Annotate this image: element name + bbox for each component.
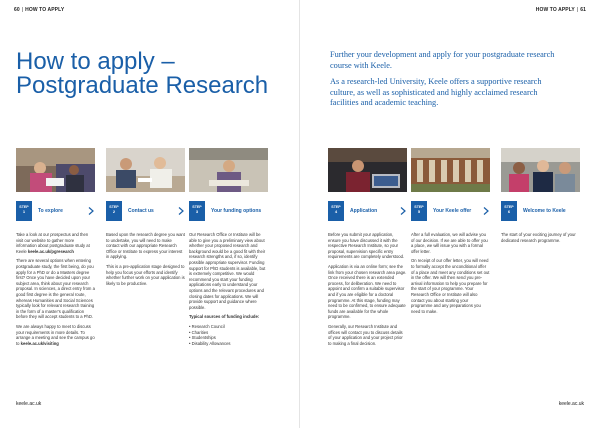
- step-6-badge: STEP 6: [501, 201, 517, 221]
- intro-paragraph-2: As a research-led University, Keele offers a supportive research culture, as well as sophisticated and highly acclaimed research facilities and academic teaching.: [330, 77, 542, 108]
- step-5-badge: STEP 5: [411, 201, 427, 221]
- step-1-label: To explore: [38, 208, 63, 214]
- step-6-text: [501, 232, 580, 247]
- step-5-label: Your Keele offer: [433, 208, 472, 214]
- step-5[interactable]: [411, 198, 490, 224]
- left-section-title: HOW TO APPLY: [25, 7, 65, 13]
- chevron-right-icon: [87, 206, 95, 216]
- step-2-paragraph-1: Based upon the research degree you want to undertake, you will need to make contact with our appropriate Research Office or Institute to express your interest in applying.: [106, 232, 185, 260]
- library-study-photo: [189, 148, 268, 192]
- step-1-text: [16, 232, 95, 350]
- step-1-paragraph-3: We are always happy to meet to discuss your requirements in more details. To arrange a meeting and see the campus go to: [16, 323, 95, 346]
- students-reading-photo: [16, 148, 95, 192]
- chevron-right-icon: [482, 206, 490, 216]
- step-4-label: Application: [350, 208, 378, 214]
- step-3-paragraph-1: Our Research Office or Institute will be able to give you a preliminary view about whether your proposed research and background would be a good fit with their research strengths and, if so, identify possible appropriate supervisor. Funding support for PhD students is available, but is extremely competitive. We would recommend you start your funding applications early to understand your options and the relevant procedures and closing dates for applications. We will provide support and guidance where possible.: [189, 232, 266, 310]
- step-1-badge: STEP 1: [16, 201, 32, 221]
- step-6[interactable]: [501, 198, 580, 224]
- step-5-text: [411, 232, 490, 318]
- list-item: • Research Council: [189, 324, 268, 330]
- step-2-badge: STEP 2: [106, 201, 122, 221]
- intro-text: [330, 50, 560, 115]
- step-5-paragraph-1: After a full evaluation, we will advise you of our decision. If we are able to offer you a place, we will issue you with a formal offer letter.: [411, 232, 488, 254]
- intro-paragraph-1: Further your development and apply for your postgraduate research course with Keele.: [330, 50, 555, 70]
- step-6-label: Welcome to Keele: [523, 208, 566, 214]
- step-2-text: [106, 232, 185, 290]
- step-4-paragraph-2: Application is via an online form; see the link from your chosen research area page. Once received there is an extended process, for deliberation. We need to appoint and confirm a suitable supervisor and if you are eligible for a doctoral programme. At this stage, funding may need to be confirmed, to ensure adequate funds are available for the whole programme.: [328, 263, 407, 320]
- list-item: • Charities: [189, 330, 268, 336]
- left-footer-url[interactable]: keele.ac.uk: [16, 401, 42, 407]
- campus-building-photo: [411, 148, 490, 192]
- step-3[interactable]: [189, 198, 268, 224]
- step-4[interactable]: [328, 198, 407, 224]
- step-4-paragraph-3: Generally, our Research Institute and offices will contact you to discuss details of your application and your project prior to making a final decision.: [328, 323, 403, 346]
- step-4-badge: STEP 4: [328, 201, 344, 221]
- step-1-paragraph-2: There are several options when entering postgraduate study, the first being, do you apply for a PhD or do a Masters degree first? Once you have decided upon your subject area, think about your research proposal. In sciences, a direct entry from a good first degree is the general route, whereas Humanities and Social Sciences typically look for relevant research training in the form of a master's qualification before they will accept students to a PhD.: [16, 258, 95, 320]
- chevron-right-icon: [399, 206, 407, 216]
- step-5-paragraph-2: On receipt of our offer letter, you will need to formally accept the unconditional offer of a place and meet any conditions set out in the offer. We will then send you pre-arrival information to help you prepare for the start of your programme. Your Research Office or Institute will also contact you about starting your programme and any preparations you need to make.: [411, 258, 490, 314]
- step-3-badge: STEP 3: [189, 201, 205, 221]
- left-running-header: 60 | HOW TO APPLY: [14, 7, 65, 13]
- list-item: • Studentships: [189, 335, 268, 341]
- step-2-label: Contact us: [128, 208, 154, 214]
- step-1[interactable]: [16, 198, 95, 224]
- right-page-number: 61: [580, 7, 586, 13]
- step-6-paragraph-1: The start of your exciting journey of your dedicated research programme.: [501, 232, 576, 243]
- step-3-label: Your funding options: [211, 208, 262, 214]
- step-4-paragraph-1: Before you submit your application, ensure you have discussed it with the respective Research Institute, so your proposal, supervision specific entry requirements are completely understood.: [328, 232, 405, 260]
- funding-sources-list: [189, 324, 268, 346]
- meeting-photo: [106, 148, 185, 192]
- list-item: • Disability Allowances: [189, 341, 268, 347]
- laptop-photo: [328, 148, 407, 192]
- step-2[interactable]: [106, 198, 185, 224]
- page-title: How to apply – Postgraduate Research: [16, 48, 269, 99]
- step-3-text: [189, 232, 268, 346]
- right-running-header: HOW TO APPLY | 61: [535, 7, 586, 13]
- students-group-photo: [501, 148, 580, 192]
- chevron-right-icon: [177, 206, 185, 216]
- prospectus-link[interactable]: keele.ac.uk/pgresearch: [27, 248, 74, 254]
- visiting-link[interactable]: keele.ac.uk/visiting: [20, 340, 59, 346]
- right-section-title: HOW TO APPLY: [535, 7, 575, 13]
- step-4-text: [328, 232, 407, 350]
- funding-sources-heading: Typical sources of funding include:: [189, 314, 260, 320]
- left-page-number: 60: [14, 7, 20, 13]
- step-2-paragraph-2: This is a pre-application stage designed to help you focus your efforts and identify whether further work on your application is likely to be productive.: [106, 263, 185, 286]
- right-footer-url[interactable]: keele.ac.uk: [558, 401, 584, 407]
- step-1-paragraph-1: Take a look at our prospectus and then visit our website to gather more information about postgraduate study at Keele: [16, 232, 90, 254]
